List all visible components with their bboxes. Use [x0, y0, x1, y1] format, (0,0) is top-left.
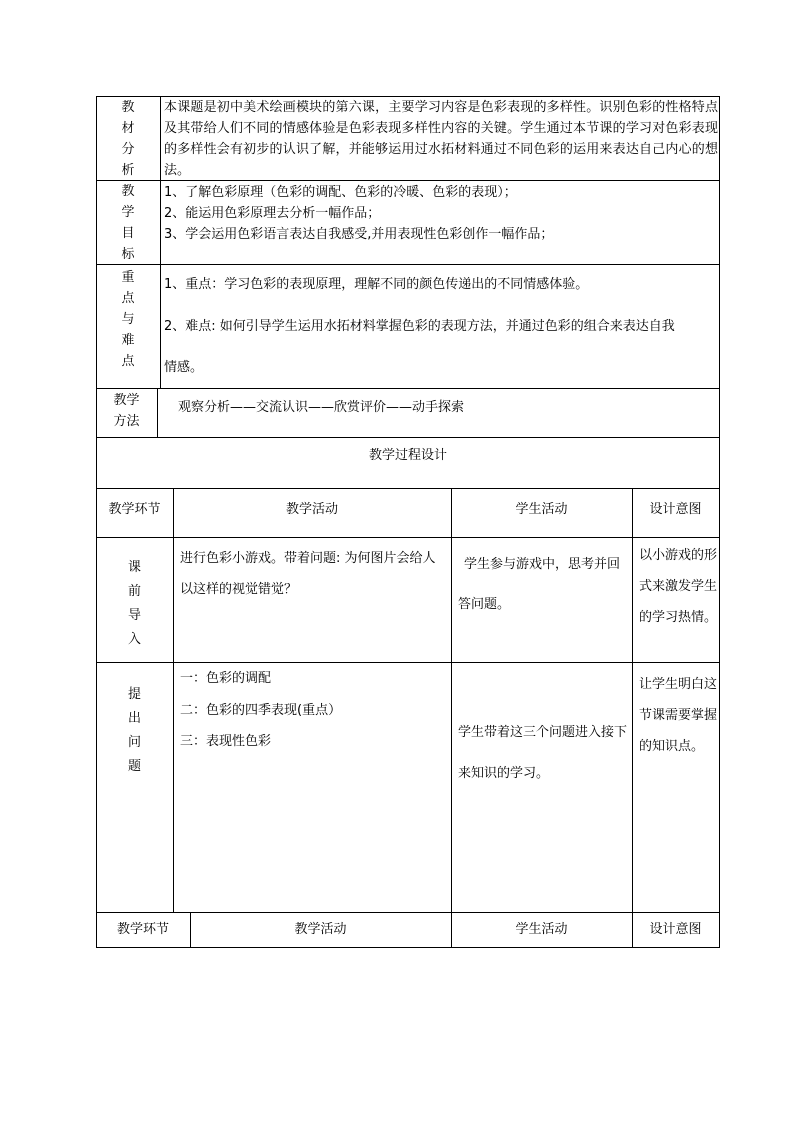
student-text: 学生带着这三个问题进入接下来知识的学习。: [458, 725, 628, 781]
footer-header-stage: 教学环节: [116, 922, 169, 937]
col-divider: [173, 488, 174, 912]
activity-item: 一：色彩的调配: [180, 671, 272, 686]
method-label: [96, 390, 157, 432]
col-divider: [157, 388, 158, 437]
intent-text: 让学生明白这节课需要掌握的知识点。: [639, 677, 718, 754]
table-border-right: [719, 96, 720, 948]
row-divider: [96, 264, 720, 265]
label-char: 析: [121, 163, 135, 178]
goal-item: 3、学会运用色彩语言表达自我感受,并用表现性色彩创作一幅作品；: [164, 227, 554, 242]
footer-header-student: 学生活动: [515, 922, 568, 937]
stage-label: [96, 683, 173, 779]
method-text: 观察分析——交流认识——欣赏评价——动手探索: [178, 400, 465, 415]
footer-header-intent: 设计意图: [649, 922, 702, 937]
row-divider: [96, 537, 720, 538]
label-char: 问: [127, 735, 141, 750]
label-char: 教: [121, 184, 135, 199]
label-line: 方法: [113, 414, 140, 429]
row-divider: [96, 488, 720, 489]
label-char: 材: [121, 121, 135, 136]
student-text: 学生参与游戏中，思考并回答问题。: [458, 557, 621, 612]
keypoint-2-line1: 2、难点: 如何引导学生运用水拓材料掌握色彩的表现方法，并通过色彩的组合来表达自我: [164, 319, 675, 334]
analysis-label: [96, 97, 160, 181]
label-char: 点: [121, 291, 135, 306]
label-char: 出: [127, 711, 141, 726]
header-stage: 教学环节: [108, 502, 161, 517]
col-divider: [632, 488, 633, 947]
stage-label: [96, 556, 173, 652]
goal-item: 1、了解色彩原理（色彩的调配、色彩的冷暖、色彩的表现）；: [164, 185, 517, 200]
intent-text: 以小游戏的形式来激发学生的学习热情。: [639, 548, 718, 625]
keypoint-2-line2: 情感。: [164, 360, 204, 375]
label-char: 目: [121, 226, 135, 241]
label-char: 提: [127, 687, 141, 702]
activity-item: 二：色彩的四季表现(重点）: [180, 703, 342, 718]
label-char: 点: [121, 354, 135, 369]
header-student: 学生活动: [515, 502, 568, 517]
keypoints-label: [96, 267, 160, 372]
label-char: 分: [121, 142, 135, 157]
goal-item: 2、能运用色彩原理去分析一幅作品；: [164, 206, 381, 221]
footer-header-activity: 教学活动: [294, 922, 347, 937]
activity-item: 三：表现性色彩: [180, 734, 272, 749]
analysis-text: 本课题是初中美术绘画模块的第六课，主要学习内容是色彩表现的多样性。识别色彩的性格特点及其带给人们不同的情感体验是色彩表现多样性内容的关键。学生通过本节课的学习对色彩表现的多样性会有初步的认识了解，并能够运用过水拓材料通过不同色彩的运用来表达自己内心的想法。: [164, 100, 718, 178]
row-divider: [96, 662, 720, 663]
goals-label: [96, 181, 160, 265]
label-char: 学: [121, 205, 135, 220]
row-divider: [96, 437, 720, 438]
keypoint-1: 1、重点：学习色彩的表现原理，理解不同的颜色传递出的不同情感体验。: [164, 277, 589, 292]
label-char: 难: [121, 333, 135, 348]
label-char: 重: [121, 270, 135, 285]
label-line: 教学: [113, 393, 140, 408]
header-intent: 设计意图: [649, 502, 702, 517]
table-border-bottom: [96, 947, 720, 948]
label-char: 前: [127, 584, 141, 599]
activity-text: 进行色彩小游戏。带着问题: 为何图片会给人以这样的视觉错觉？: [180, 551, 436, 597]
header-activity: 教学活动: [285, 502, 338, 517]
label-char: 标: [121, 247, 135, 262]
row-divider: [96, 388, 720, 389]
label-char: 课: [127, 560, 141, 575]
label-char: 教: [121, 100, 135, 115]
label-char: 导: [127, 608, 141, 623]
label-char: 入: [127, 632, 141, 647]
process-title: 教学过程设计: [368, 448, 447, 463]
label-char: 题: [127, 759, 141, 774]
col-divider: [160, 96, 161, 388]
label-char: 与: [121, 312, 135, 327]
col-divider: [451, 488, 452, 947]
